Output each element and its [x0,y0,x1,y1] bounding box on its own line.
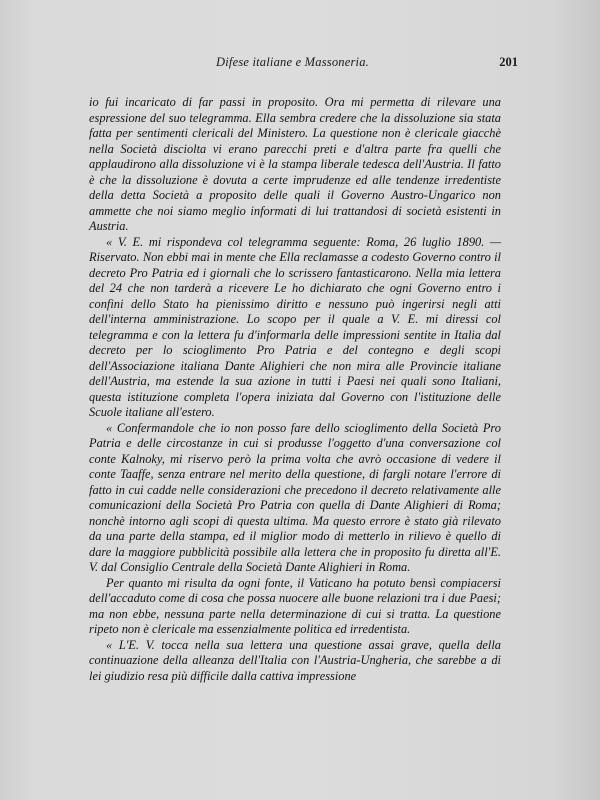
paragraph-text: « Confermandole che io non posso fare dello scioglimento della Società Pro Patria e delle circostanze in cui si produsse l'oggetto d'una conversazione col conte Kalnoky, mi riservo però la prima volta che avrò occasione di vedere il conte Taaffe, senza entrare nel merito della questione, di fargli notare l'errore di fatto in cui cadde nelle considerazioni che precedono il decreto relativamente alle comunicazioni della Società Pro Patria con quella di Dante Alighieri di Roma; nonchè intorno agli scopi di questa ultima. Ma questo errore è stato già rilevato da una parte della stampa, ed il miglior modo di metterlo in rilievo è quello di dare la maggiore pubblicità possibile alla lettera che in proposito fu diretta all'E. V. dal Consiglio Centrale della Società Dante Alighieri in Roma. [89,420,501,574]
running-title: Difese italiane e Massoneria. [216,55,369,69]
paragraph-text: « L'E. V. tocca nella sua lettera una questione assai grave, quella della continuazione della alleanza dell'Italia con l'Austria-Ungheria, che sarebbe a di lei giudizio resa più difficile dalla cattiva impressione [89,637,501,683]
paragraph [89,421,501,576]
body-text [89,95,501,684]
paragraph-text: « V. E. mi rispondeva col telegramma seguente: Roma, 26 luglio 1890. — Riservato. Non ebbi mai in mente che Ella reclamasse a codesto Governo contro il decreto Pro Patria ed i giornali che lo scrissero fantasticarono. Nella mia lettera del 24 che non tarderà a ricevere Le ho dichiarato che ogni Governo entro i confini dello Stato ha pienissimo diritto e nessuno può ingerirsi negli atti dell'interna amministrazione. Lo scopo per il quale a V. E. mi diressi col telegramma e con la lettera fu d'informarla delle impressioni sentite in Italia dal decreto per lo scioglimento Pro Patria e del contegno e degli scopi dell'Associazione italiana Dante Alighieri che non mira alle Provincie italiane dell'Austria, ma estende la sua azione in tutti i Paesi nei quali sono Italiani, questa istituzione completa l'opera iniziata dal Governo con l'istituzione delle Scuole italiane all'estero. [89,234,501,419]
running-header [88,55,518,71]
paragraph [89,95,501,235]
paragraph [89,235,501,421]
paragraph [89,576,501,638]
page-number: 201 [499,55,518,69]
paragraph-text: Per quanto mi risulta da ogni fonte, il Vaticano ha potuto bensì compiacersi dell'accaduto come di cosa che possa nuocere alle buone relazioni tra i due Paesi; ma non ebbe, nessuna parte nella determinazione di cui si tratta. La questione ripeto non è clericale ma essenzialmente politica ed irredentista. [89,575,501,636]
paragraph-text: io fui incaricato di far passi in proposito. Ora mi permetta di rilevare una espressione del suo telegramma. Ella sembra credere che la dissoluzione sia stata fatta per sentimenti clericali del Ministero. La questione non è clericale giacchè nella Società disciolta vi erano parecchi preti e d'altra parte fra quelli che applaudirono alla dissoluzione vi è la stampa liberale tedesca dell'Austria. Il fatto è che la dissoluzione è dovuta a certe imprudenze ed alle tendenze irredentiste della detta Società a proposito delle quali il Governo Austro-Ungarico non ammette che noi siamo meglio informati di lui trattandosi di società esistenti in Austria. [89,95,501,233]
paragraph [89,638,501,685]
